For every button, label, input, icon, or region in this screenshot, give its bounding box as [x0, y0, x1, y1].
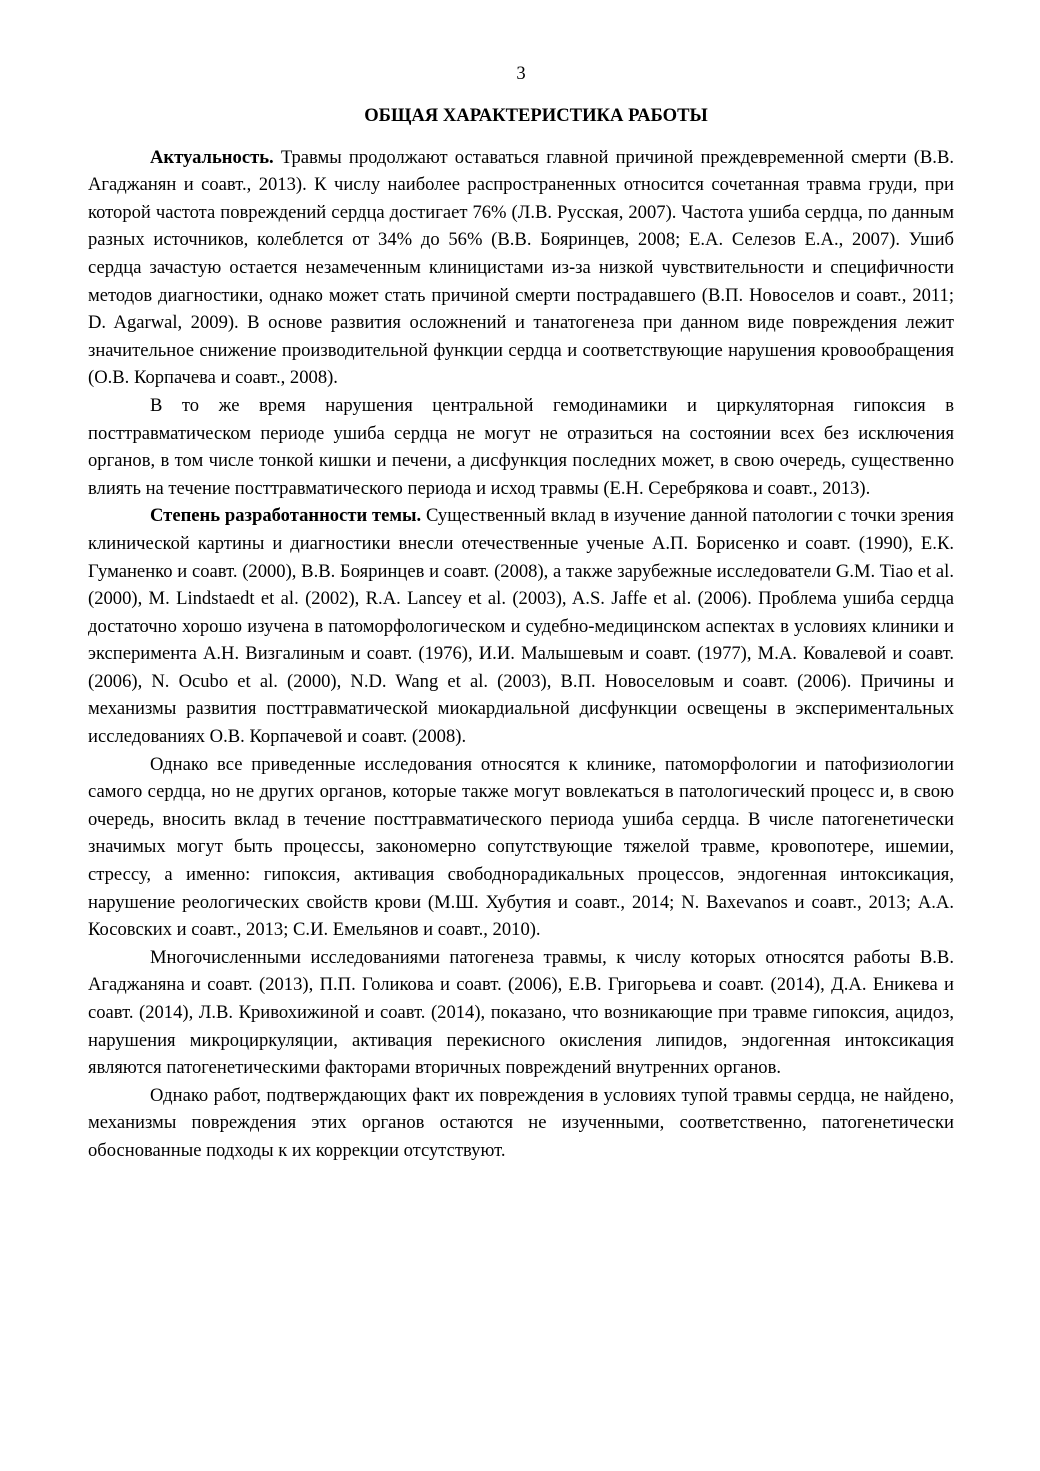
paragraph-lead: Актуальность.: [150, 146, 274, 168]
paragraph-body: [88, 392, 954, 502]
paragraph-lead: Степень разработанности темы.: [150, 505, 422, 527]
paragraph-text: Существенный вклад в изучение данной патологии с точки зрения клинической картины и диагностики внесли отечественные ученые А.П. Борисенко и соавт. (1990), Е.К. Гуманенко и соавт. (2000), В.В. Бояринцев и соавт. (2008), а также зарубежные исследователи G.M. Tiao et al. (2000), M. Lindstaedt et al. (2002), R.A. Lancey et al. (2003), A.S. Jaffe et al. (2006). Проблема ушиба сердца достаточно хорошо изучена в патоморфологическом и судебно-медицинском аспектах в условиях клиники и эксперимента А.Н. Визгалиным и соавт. (1976), И.И. Малышевым и соавт. (1977), М.А. Ковалевой и соавт. (2006), N. Ocubo et al. (2000), N.D. Wang et al. (2003), В.П. Новоселовым и соавт. (2006). Причины и механизмы развития посттравматической миокардиальной дисфункции освещены в экспериментальных исследованиях О.В. Корпачевой и соавт. (2008).: [88, 505, 954, 748]
paragraph-text: Травмы продолжают оставаться главной причиной преждевременной смерти (В.В. Агаджанян и соавт., 2013). К числу наиболее распространенных относится сочетанная травма груди, при которой частота повреждений сердца достигает 76% (Л.В. Русская, 2007). Частота ушиба сердца, по данным разных источников, колеблется от 34% до 56% (В.В. Бояринцев, 2008; Е.А. Селезов Е.А., 2007). Ушиб сердца зачастую остается незамеченным клиницистами из-за низкой чувствительности и специфичности методов диагностики, однако может стать причиной смерти пострадавшего (В.П. Новоселов и соавт., 2011; D. Agarwal, 2009). В основе развития осложнений и танатогенеза при данном виде повреждения лежит значительное снижение производительной функции сердца и соответствующие нарушения кровообращения (О.В. Корпачева и соавт., 2008).: [88, 146, 954, 389]
paragraph-body: [88, 1082, 954, 1165]
paragraph-body: [88, 944, 954, 1082]
paragraph-text: Многочисленными исследованиями патогенеза травмы, к числу которых относятся работы В.В. Агаджаняна и соавт. (2013), П.П. Голикова и соавт. (2006), Е.В. Григорьева и соавт. (2014), Д.А. Еникева и соавт. (2014), Л.В. Кривохижиной и соавт. (2014), показано, что возникающие при травме гипоксия, ацидоз, нарушения микроциркуляции, активация перекисного окисления липидов, эндогенная интоксикация являются патогенетическими факторами вторичных повреждений внутренних органов.: [88, 946, 954, 1079]
paragraph-text: Однако все приведенные исследования относятся к клинике, патоморфологии и патофизиологии самого сердца, но не других органов, которые также могут вовлекаться в патологический процесс и, в свою очередь, вносить вклад в течение посттравматического периода ушиба сердца. В числе патогенетически значимых могут быть процессы, закономерно сопутствующие тяжелой травме, кровопотере, ишемии, стрессу, а именно: гипоксия, активация свободнорадикальных процессов, эндогенная интоксикация, нарушение реологических свойств крови (М.Ш. Хубутия и соавт., 2014; N. Baxevanos и соавт., 2013; А.А. Косовских и соавт., 2013; С.И. Емельянов и соавт., 2010).: [88, 753, 954, 941]
paragraph-text: В то же время нарушения центральной гемодинамики и циркуляторная гипоксия в посттравматическом периоде ушиба сердца не могут не отразиться на состоянии всех без исключения органов, в том числе тонкой кишки и печени, а дисфункция последних может, в свою очередь, существенно влиять на течение посттравматического периода и исход травмы (Е.Н. Серебрякова и соавт., 2013).: [88, 394, 954, 499]
paragraph-text: Однако работ, подтверждающих факт их повреждения в условиях тупой травмы сердца, не найдено, механизмы повреждения этих органов остаются не изученными, соответственно, патогенетически обоснованные подходы к их коррекции отсутствуют.: [88, 1084, 954, 1161]
paragraph-body: [88, 751, 954, 944]
page-number: 3: [516, 63, 526, 84]
paragraph-relevance: [88, 144, 954, 392]
document-page: [88, 60, 954, 1165]
section-title: ОБЩАЯ ХАРАКТЕРИСТИКА РАБОТЫ: [364, 105, 708, 126]
paragraph-development-degree: [88, 502, 954, 750]
